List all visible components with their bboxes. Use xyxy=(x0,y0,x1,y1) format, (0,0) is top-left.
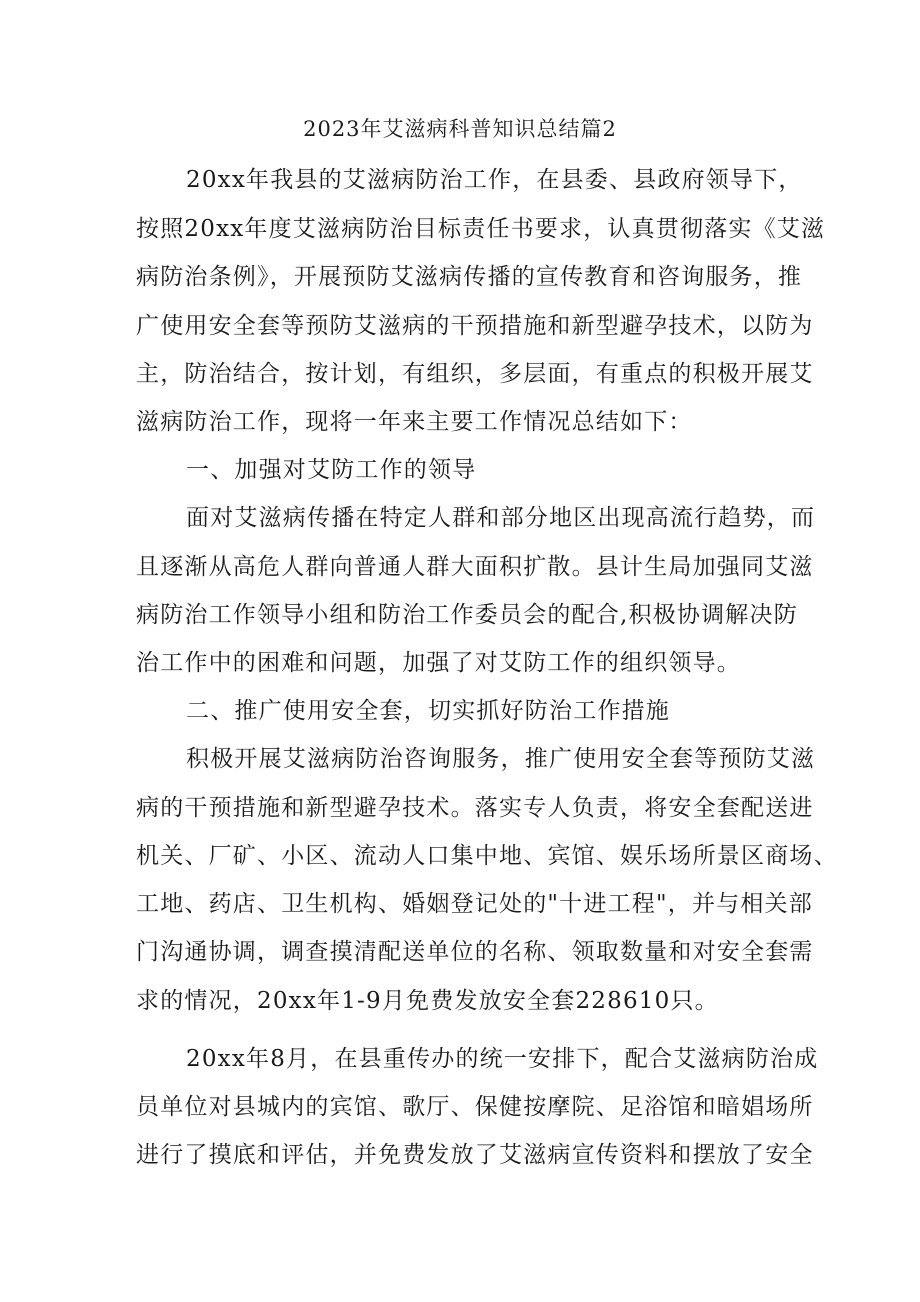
paragraph-line: 员单位对县城内的宾馆、歌厅、保健按摩院、足浴馆和暗娼场所 xyxy=(136,1094,814,1120)
paragraph-line: 按照20xx年度艾滋病防治目标责任书要求，认真贯彻落实《艾滋 xyxy=(136,216,826,242)
paragraph-line: 病防治工作领导小组和防治工作委员会的配合,积极协调解决防 xyxy=(136,602,798,628)
paragraph-line: 且逐渐从高危人群向普通人群大面积扩散。县计生局加强同艾滋 xyxy=(136,554,814,580)
paragraph-line: 滋病防治工作，现将一年来主要工作情况总结如下： xyxy=(136,409,693,435)
paragraph-line: 病的干预措施和新型避孕技术。落实专人负责，将安全套配送进 xyxy=(136,795,814,821)
paragraph-line: 病防治条例》，开展预防艾滋病传播的宣传教育和咨询服务，推 xyxy=(136,264,803,290)
paragraph-line: 门沟通协调，调查摸清配送单位的名称、领取数量和对安全套需 xyxy=(136,939,814,965)
section-heading: 二、推广使用安全套，切实抓好防治工作措施 xyxy=(186,698,670,724)
paragraph-line: 广使用安全套等预防艾滋病的干预措施和新型避孕技术，以防为 xyxy=(136,313,814,339)
paragraph-line: 治工作中的困难和问题，加强了对艾防工作的组织领导。 xyxy=(136,650,741,676)
paragraph-line: 20xx年我县的艾滋病防治工作，在县委、县政府领导下， xyxy=(186,167,803,193)
paragraph-line: 工地、药店、卫生机构、婚姻登记处的"十进工程"，并与相关部 xyxy=(136,891,813,917)
paragraph-line: 面对艾滋病传播在特定人群和部分地区出现高流行趋势，而 xyxy=(186,505,816,531)
document-title: 2023年艾滋病科普知识总结篇2 xyxy=(303,117,617,141)
paragraph-line: 主，防治结合，按计划，有组织，多层面，有重点的积极开展艾 xyxy=(136,361,814,387)
paragraph-line: 积极开展艾滋病防治咨询服务，推广使用安全套等预防艾滋 xyxy=(186,746,816,772)
section-heading: 一、加强对艾防工作的领导 xyxy=(186,457,477,483)
paragraph-line: 求的情况，20xx年1-9月免费发放安全套228610只。 xyxy=(136,988,719,1014)
paragraph-line: 机关、厂矿、小区、流动人口集中地、宾馆、娱乐场所景区商场、 xyxy=(136,843,838,869)
paragraph-line: 进行了摸底和评估，并免费发放了艾滋病宣传资料和摆放了安全 xyxy=(136,1142,814,1168)
paragraph-line: 20xx年8月，在县重传办的统一安排下，配合艾滋病防治成 xyxy=(186,1046,819,1072)
